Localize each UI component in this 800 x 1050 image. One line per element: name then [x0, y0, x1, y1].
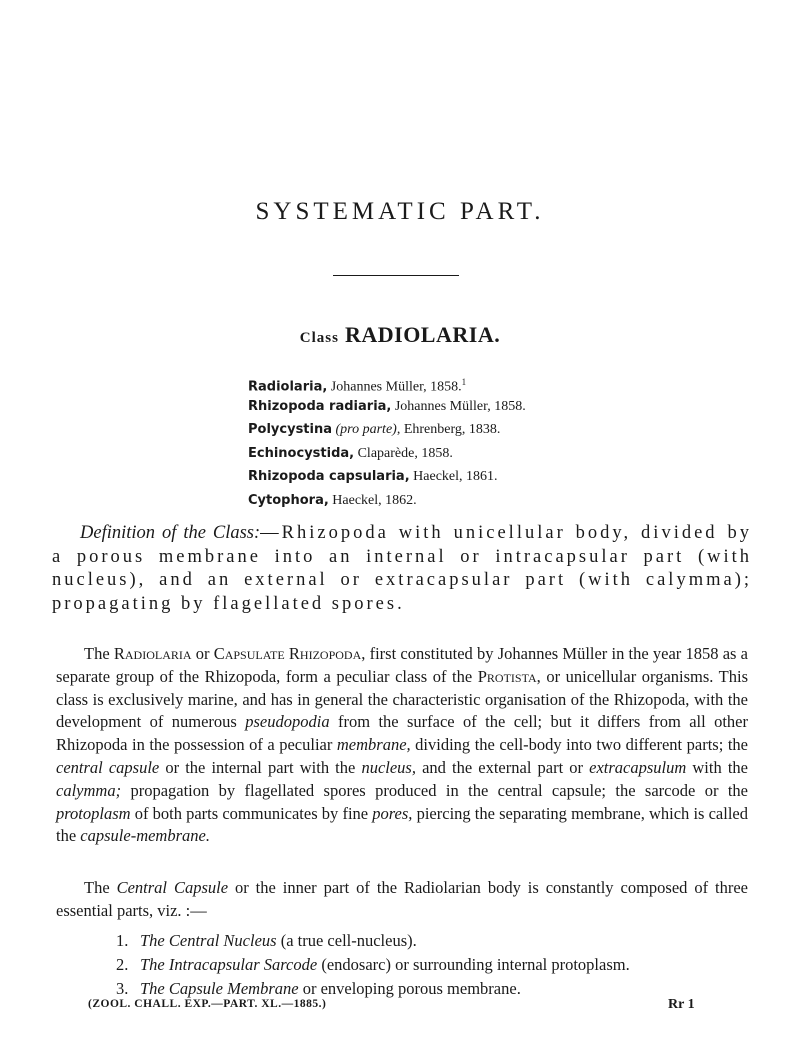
synonym-author: Haeckel, 1862. — [328, 492, 417, 508]
definition-lead: Definition of the Class: — [80, 523, 261, 543]
class-heading-prefix: Class — [299, 330, 339, 346]
synonym-name: Radiolaria, — [248, 379, 328, 395]
synonym-item — [248, 418, 526, 442]
page-title: SYSTEMATIC PART. — [255, 198, 545, 225]
list-item: 3. The Capsule Membrane or enveloping porous membrane. — [116, 977, 630, 1001]
footer-signature-mark: Rr 1 — [668, 997, 695, 1012]
synonym-item — [248, 442, 526, 466]
synonym-name: Echinocystida, — [248, 445, 355, 461]
synonym-name: Rhizopoda radiaria, — [248, 398, 392, 414]
body-paragraph: The Central Capsule or the inner part of the Radiolarian body is constantly composed of three essential parts, viz. :— — [56, 878, 748, 920]
synonym-name: Cytophora, — [248, 492, 329, 508]
list-item: 2. The Intracapsular Sarcode (endosarc) or surrounding internal protoplasm. — [116, 953, 630, 977]
synonym-author: Claparède, 1858. — [354, 445, 453, 461]
class-definition — [52, 522, 752, 616]
class-heading — [0, 322, 800, 348]
list-number: 1. — [116, 931, 129, 950]
essential-parts-list — [116, 929, 630, 1001]
synonym-item — [248, 489, 526, 513]
class-heading-name: RADIOLARIA. — [344, 322, 501, 347]
synonym-item — [248, 395, 526, 419]
synonym-qualifier: (pro parte) — [332, 422, 397, 438]
list-number: 3. — [116, 979, 129, 998]
synonym-item — [248, 371, 526, 395]
list-number: 2. — [116, 955, 129, 974]
synonym-list — [248, 371, 526, 513]
synonym-item — [248, 465, 526, 489]
synonym-author: Johannes Müller, 1858. — [327, 379, 462, 395]
title-divider — [333, 275, 459, 276]
body-paragraph: The Radiolaria or Capsulate Rhizopoda, first constituted by Johannes Müller in the year 1858 as a separate group of the Rhizopoda, form a peculiar class of the Protista, or unicellular organisms. This class is exclusively marine, and has in general the characteristic organisation of the Rhizopoda, with the development of numerous pseudopodia from the surface of the cell; but it differs from all other Rhizopoda in the possession of a peculiar membrane, dividing the cell-body into two different parts; the central capsule or the internal part with the nucleus, and the external part or extracapsulum with the calymma; propagation by flagellated spores produced in the central capsule; the sarcode or the protoplasm of both parts communicates by fine pores, piercing the separating membrane, which is called the capsule-membrane. — [56, 644, 749, 846]
synonym-author: , Ehrenberg, 1838. — [396, 422, 501, 438]
footer-publication-note: (ZOOL. CHALL. EXP.—PART. XL.—1885.) — [88, 998, 327, 1010]
footnote-marker: 1 — [461, 377, 467, 387]
synonym-author: Johannes Müller, 1858. — [391, 398, 526, 414]
synonym-author: Haeckel, 1861. — [409, 469, 498, 485]
list-item: 1. The Central Nucleus (a true cell-nucleus). — [116, 929, 630, 953]
synonym-name: Polycystina — [248, 422, 333, 438]
synonym-name: Rhizopoda capsularia, — [248, 469, 410, 485]
definition-body: —Rhizopoda with unicellular body, divided by a porous membrane into an internal or intracapsular part (with nucleus), and an external or extracapsular part (with calymma); propagating by flagellated spores. — [52, 523, 752, 614]
